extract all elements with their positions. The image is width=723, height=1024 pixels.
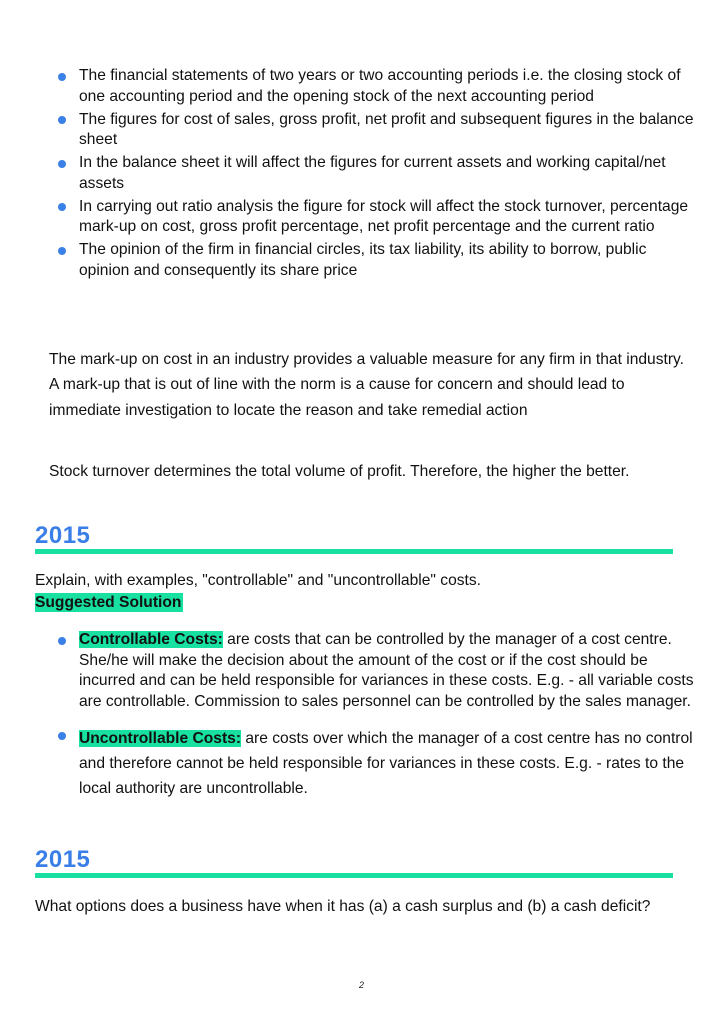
- list-item-text: In the balance sheet it will affect the figures for current assets and working capital/net assets: [79, 154, 666, 192]
- term-uncontrollable-costs: Uncontrollable Costs:: [79, 729, 242, 747]
- stock-turnover-paragraph: Stock turnover determines the total volume of profit. Therefore, the higher the better.: [49, 463, 630, 480]
- term-controllable-costs: Controllable Costs:: [79, 631, 223, 648]
- question-costs: Explain, with examples, "controllable" and "uncontrollable" costs.: [35, 572, 482, 589]
- controllable-costs-text: are costs that can be controlled by the manager of a cost centre. She/he will make the decision about the amount of the cost or if the cost should be incurred and can be held responsible for variances in these costs. E.g. - all variable costs are controllable. Commission to sales personnel can be controlled by the sales manager.: [79, 631, 694, 711]
- section-heading-2015-a: 2015: [35, 522, 91, 549]
- list-item-uncontrollable-costs: [56, 726, 696, 802]
- list-item: [56, 240, 696, 281]
- cost-types-list: [56, 630, 696, 802]
- list-item: [56, 66, 696, 107]
- intro-bullet-list: [56, 66, 696, 284]
- bullet-icon: [58, 637, 66, 645]
- section-divider: [35, 873, 673, 878]
- section-heading-2015-b: 2015: [35, 846, 91, 873]
- list-item-text: The figures for cost of sales, gross profit, net profit and subsequent figures in the balance sheet: [79, 110, 694, 148]
- section-divider: [35, 549, 673, 554]
- bullet-icon: [58, 73, 66, 81]
- question-cash-options: What options does a business have when it has (a) a cash surplus and (b) a cash deficit?: [35, 898, 651, 915]
- list-item: [56, 197, 696, 238]
- list-item-text: The financial statements of two years or two accounting periods i.e. the closing stock of one accounting period and the opening stock of the next accounting period: [79, 67, 681, 105]
- page-number: 2: [358, 980, 364, 990]
- list-item-text: The opinion of the firm in financial circles, its tax liability, its ability to borrow, public opinion and consequently its share price: [79, 241, 647, 279]
- bullet-icon: [58, 247, 66, 255]
- bullet-icon: [58, 203, 66, 211]
- uncontrollable-costs-text: are costs over which the manager of a cost centre has no control and therefore cannot be held responsible for variances in these costs. E.g. - rates to the local authority are uncontrollable.: [79, 729, 693, 798]
- list-item-text: In carrying out ratio analysis the figure for stock will affect the stock turnover, percentage mark-up on cost, gross profit percentage, net profit percentage and the current ratio: [79, 197, 689, 235]
- suggested-solution-label: Suggested Solution: [35, 594, 182, 611]
- bullet-icon: [58, 732, 66, 740]
- list-item: [56, 110, 696, 151]
- markup-paragraph: The mark-up on cost in an industry provides a valuable measure for any firm in that industry. A mark-up that is out of line with the norm is a cause for concern and should lead to immediate investigation to locate the reason and take remedial action: [49, 351, 685, 419]
- bullet-icon: [58, 116, 66, 124]
- list-item: [56, 153, 696, 194]
- bullet-icon: [58, 160, 66, 168]
- list-item-controllable-costs: [56, 630, 696, 713]
